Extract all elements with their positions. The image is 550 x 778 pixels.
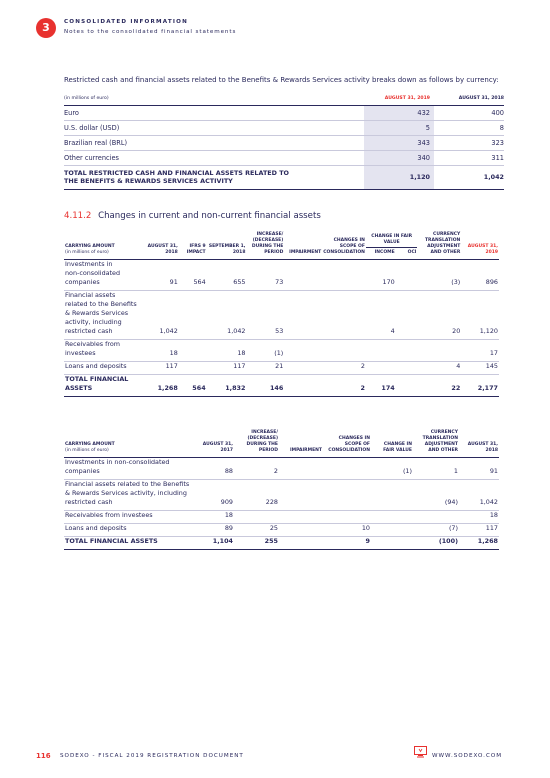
value-2018: 323 xyxy=(434,135,504,150)
cell-value: 170 xyxy=(366,260,396,291)
cell-value: 88 xyxy=(194,458,234,480)
cell-value: (1) xyxy=(371,458,413,480)
cell-value: 1,120 xyxy=(461,291,499,340)
row-label-line: companies xyxy=(65,278,100,286)
row-label-line: Loans and deposits xyxy=(65,362,127,370)
t2-aug2017-header: AUGUST 31, 2017 xyxy=(194,430,234,458)
section-title-text: Changes in current and non-current financial assets xyxy=(98,211,321,221)
cell-value xyxy=(371,537,413,550)
cell-value: 145 xyxy=(461,362,499,375)
cell-value: 1,042 xyxy=(141,291,179,340)
cell-value xyxy=(417,340,461,362)
cell-value xyxy=(371,480,413,511)
currency-total-row xyxy=(64,165,504,189)
cell-value: 9 xyxy=(323,537,371,550)
row-label-line: Investments in non-consolidated xyxy=(65,458,170,466)
total-2019: 1,120 xyxy=(364,165,434,189)
cell-value: (100) xyxy=(413,537,459,550)
cell-value: 2 xyxy=(322,362,366,375)
currency-table xyxy=(64,95,504,190)
value-2019: 343 xyxy=(364,135,434,150)
cell-value: 25 xyxy=(234,524,279,537)
cell-value xyxy=(279,524,323,537)
cell-value xyxy=(371,511,413,524)
row-label-line: ASSETS xyxy=(65,384,93,392)
unit-header: (in millions of euro) xyxy=(64,95,364,105)
t1-oci-header: OCI xyxy=(396,248,418,260)
cell-value: (7) xyxy=(413,524,459,537)
t2-increase-header: INCREASE/ (DECREASE) DURING THE PERIOD xyxy=(234,430,279,458)
cell-value: 21 xyxy=(246,362,284,375)
t1-fair-value-header: CHANGE IN FAIR VALUE xyxy=(366,232,418,248)
monitor-icon xyxy=(414,746,427,758)
section-title xyxy=(64,211,321,221)
cell-value: 2,177 xyxy=(461,375,499,397)
row-label-line: Receivables from xyxy=(65,340,120,348)
cell-value xyxy=(396,375,418,397)
t1-scope-header: CHANGES IN SCOPE OF CONSOLIDATION xyxy=(322,232,366,260)
cell-value: (1) xyxy=(246,340,284,362)
cell-value: 909 xyxy=(194,480,234,511)
section-number: 4.11.2 xyxy=(64,211,92,221)
footer-url[interactable]: WWW.SODEXO.COM xyxy=(432,753,503,759)
table-row xyxy=(64,291,499,340)
cell-value: 2 xyxy=(322,375,366,397)
cell-value xyxy=(284,260,322,291)
intro-paragraph: Restricted cash and financial assets related to the Benefits & Rewards Services activity breaks down as follows by currency: xyxy=(64,76,499,84)
row-label xyxy=(64,458,194,480)
total-row xyxy=(64,375,499,397)
chapter-badge: 3 xyxy=(36,18,56,38)
cell-value xyxy=(279,537,323,550)
currency-label: Other currencies xyxy=(64,150,364,165)
cell-value: 117 xyxy=(459,524,499,537)
row-label-line: restricted cash xyxy=(65,498,113,506)
cell-value: 896 xyxy=(461,260,499,291)
cell-value: 174 xyxy=(366,375,396,397)
table-row xyxy=(64,260,499,291)
cell-value: 228 xyxy=(234,480,279,511)
row-label-line: investees xyxy=(65,349,96,357)
row-label xyxy=(64,260,141,291)
cell-value: 73 xyxy=(246,260,284,291)
row-label xyxy=(64,537,194,550)
cell-value: 1,042 xyxy=(459,480,499,511)
t2-fv-header: CHANGE IN FAIR VALUE xyxy=(371,430,413,458)
table-row xyxy=(64,480,499,511)
row-label-line: non-consolidated xyxy=(65,269,121,277)
table-row xyxy=(64,458,499,480)
cell-value xyxy=(234,511,279,524)
cell-value xyxy=(396,362,418,375)
cell-value: (3) xyxy=(417,260,461,291)
cell-value: 18 xyxy=(459,511,499,524)
currency-row xyxy=(64,135,504,150)
cell-value: 1,268 xyxy=(141,375,179,397)
cell-value: 255 xyxy=(234,537,279,550)
cell-value: 2 xyxy=(234,458,279,480)
cell-value: 18 xyxy=(207,340,247,362)
t1-ifrs9-header: IFRS 9 IMPACT xyxy=(179,232,207,260)
row-label-line: Investments in xyxy=(65,260,113,268)
cell-value xyxy=(284,291,322,340)
value-2019: 5 xyxy=(364,120,434,135)
cell-value: (94) xyxy=(413,480,459,511)
table-row xyxy=(64,524,499,537)
row-label-line: related to the Benefits xyxy=(65,300,137,308)
t2-aug2018-header: AUGUST 31, 2018 xyxy=(459,430,499,458)
cell-value: 18 xyxy=(141,340,179,362)
col-2018-header: AUGUST 31, 2018 xyxy=(434,95,504,105)
cell-value xyxy=(323,458,371,480)
cell-value: 4 xyxy=(417,362,461,375)
row-label-line: restricted cash xyxy=(65,327,113,335)
cell-value: 655 xyxy=(207,260,247,291)
cell-value xyxy=(322,291,366,340)
t2-carrying-header: CARRYING AMOUNT (in millions of euro) xyxy=(64,430,194,458)
value-2018: 8 xyxy=(434,120,504,135)
changes-table-2019 xyxy=(64,232,499,397)
total-row xyxy=(64,537,499,550)
t2-scope-header: CHANGES IN SCOPE OF CONSOLIDATION xyxy=(323,430,371,458)
cell-value xyxy=(284,362,322,375)
cell-value xyxy=(279,480,323,511)
cell-value: 564 xyxy=(179,375,207,397)
currency-label: Brazilian real (BRL) xyxy=(64,135,364,150)
cell-value xyxy=(371,524,413,537)
cell-value xyxy=(179,362,207,375)
cell-value: 146 xyxy=(246,375,284,397)
currency-total-label xyxy=(64,165,364,189)
row-label-line: Financial assets related to the Benefits xyxy=(65,480,190,488)
cell-value xyxy=(279,458,323,480)
cell-value: 1,042 xyxy=(207,291,247,340)
cell-value: 4 xyxy=(366,291,396,340)
cell-value xyxy=(323,480,371,511)
cell-value: 1,104 xyxy=(194,537,234,550)
currency-row xyxy=(64,105,504,120)
col-2019-header: AUGUST 31, 2019 xyxy=(364,95,434,105)
cell-value xyxy=(396,340,418,362)
currency-row xyxy=(64,120,504,135)
cell-value xyxy=(396,291,418,340)
cell-value xyxy=(322,340,366,362)
cell-value: 117 xyxy=(141,362,179,375)
cell-value: 20 xyxy=(417,291,461,340)
cell-value: 91 xyxy=(459,458,499,480)
total-label-line: TOTAL RESTRICTED CASH AND FINANCIAL ASSETS RELATED TO xyxy=(64,169,289,177)
value-2019: 340 xyxy=(364,150,434,165)
cell-value xyxy=(284,375,322,397)
row-label xyxy=(64,291,141,340)
row-label-line: & Rewards Services xyxy=(65,309,129,317)
t1-aug2019-header: AUGUST 31, 2019 xyxy=(461,232,499,260)
table-row xyxy=(64,511,499,524)
row-label-line: companies xyxy=(65,467,100,475)
t2-impairment-header: IMPAIRMENT xyxy=(279,430,323,458)
t2-currency-header: CURRENCY TRANSLATION ADJUSTMENT AND OTHER xyxy=(413,430,459,458)
currency-label: U.S. dollar (USD) xyxy=(64,120,364,135)
t1-carrying-header: CARRYING AMOUNT (in millions of euro) xyxy=(64,232,141,260)
cell-value: 89 xyxy=(194,524,234,537)
row-label xyxy=(64,375,141,397)
row-label-line: Financial assets xyxy=(65,291,116,299)
t1-sep2018-header: SEPTEMBER 1, 2018 xyxy=(207,232,247,260)
cell-value: 91 xyxy=(141,260,179,291)
t1-income-header: INCOME xyxy=(366,248,396,260)
row-label-line: & Rewards Services activity, including xyxy=(65,489,187,497)
row-label xyxy=(64,480,194,511)
table-row xyxy=(64,362,499,375)
cell-value xyxy=(366,362,396,375)
cell-value: 17 xyxy=(461,340,499,362)
cell-value: 10 xyxy=(323,524,371,537)
t1-impairment-header: IMPAIRMENT xyxy=(284,232,322,260)
total-label-line: THE BENEFITS & REWARDS SERVICES ACTIVITY xyxy=(64,177,233,185)
cell-value xyxy=(413,511,459,524)
cell-value: 117 xyxy=(207,362,247,375)
header-subtitle: Notes to the consolidated financial statements xyxy=(64,29,237,35)
page-number: 116 xyxy=(36,752,51,760)
cell-value xyxy=(179,340,207,362)
cell-value: 564 xyxy=(179,260,207,291)
cell-value: 1,832 xyxy=(207,375,247,397)
row-label-line: TOTAL FINANCIAL ASSETS xyxy=(65,537,158,545)
cell-value xyxy=(279,511,323,524)
row-label xyxy=(64,524,194,537)
row-label xyxy=(64,511,194,524)
value-2018: 311 xyxy=(434,150,504,165)
row-label-line: Receivables from investees xyxy=(65,511,153,519)
value-2019: 432 xyxy=(364,105,434,120)
t1-currency-header: CURRENCY TRANSLATION ADJUSTMENT AND OTHER xyxy=(417,232,461,260)
t1-increase-header: INCREASE/ (DECREASE) DURING THE PERIOD xyxy=(246,232,284,260)
value-2018: 400 xyxy=(434,105,504,120)
row-label-line: activity, including xyxy=(65,318,122,326)
footer-document-title: SODEXO - FISCAL 2019 REGISTRATION DOCUMENT xyxy=(60,753,244,759)
currency-label: Euro xyxy=(64,105,364,120)
cell-value: 22 xyxy=(417,375,461,397)
currency-row xyxy=(64,150,504,165)
row-label-line: Loans and deposits xyxy=(65,524,127,532)
cell-value xyxy=(366,340,396,362)
table-row xyxy=(64,340,499,362)
row-label-line: TOTAL FINANCIAL xyxy=(65,375,129,383)
total-2018: 1,042 xyxy=(434,165,504,189)
cell-value: 1 xyxy=(413,458,459,480)
cell-value xyxy=(323,511,371,524)
cell-value xyxy=(322,260,366,291)
cell-value xyxy=(179,291,207,340)
cell-value xyxy=(284,340,322,362)
t1-aug2018-header: AUGUST 31, 2018 xyxy=(141,232,179,260)
cell-value: 1,268 xyxy=(459,537,499,550)
row-label xyxy=(64,340,141,362)
header-title: CONSOLIDATED INFORMATION xyxy=(64,19,188,25)
cell-value: 18 xyxy=(194,511,234,524)
cell-value xyxy=(396,260,418,291)
cell-value: 53 xyxy=(246,291,284,340)
row-label xyxy=(64,362,141,375)
changes-table-2018 xyxy=(64,430,499,550)
